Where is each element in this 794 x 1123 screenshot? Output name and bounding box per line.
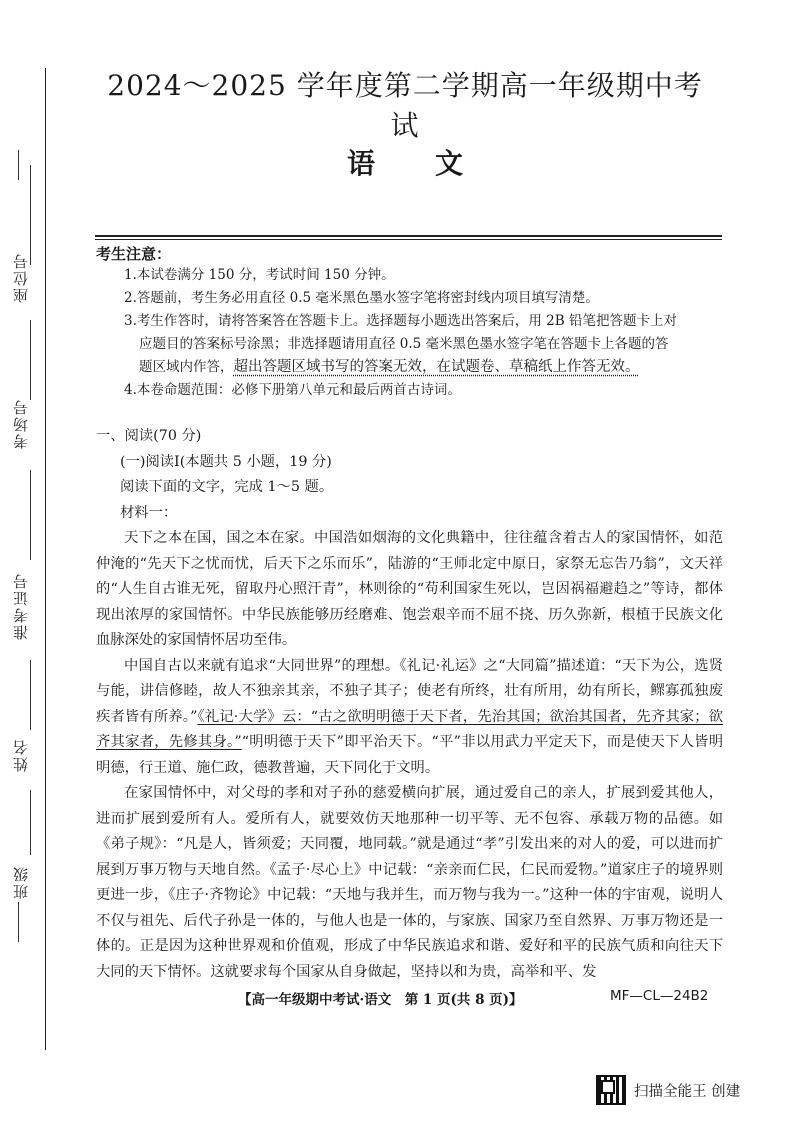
material-label: 材料一：	[120, 504, 178, 521]
underlined-quote: 《礼记·大学》云：“古之欲明明德于天下者，先治其国；欲治其国者，先齐其家；欲齐其家者，先修其身。”	[96, 708, 723, 750]
scanner-watermark	[596, 1075, 740, 1105]
fill-line	[30, 790, 31, 855]
notice-item: 题区域内作答，	[139, 359, 234, 375]
name-label: 姓名	[12, 738, 30, 772]
paragraph-2-part-a: 中国自古以来就有追求“大同世界”的理想。《礼记·礼运》之“大同篇”描述道：“天下为公，选贤与能，讲信修睦，故人不独亲其亲，不独子其子；使老有所终，壮有所用，幼有所长，鳏寡孤独废疾者皆有所养。”	[96, 657, 723, 725]
qr-code-icon	[596, 1075, 626, 1105]
section-heading: 一、阅读(70 分)	[96, 428, 202, 444]
notice-item: 4.本卷命题范围：必修下册第八单元和最后两首古诗词。	[124, 382, 461, 398]
notice-emphasis: 超出答题区域书写的答案无效，在试题卷、草稿纸上作答无效。	[233, 359, 640, 375]
paper-code: MF—CL—24B2	[610, 988, 709, 1004]
paragraph-3: 在家国情怀中，对父母的孝和对子孙的慈爱横向扩展，通过爱自己的亲人，扩展到爱其他人，进而扩展到爱所有人。爱所有人，就要效仿天地那种一切平等、无不包容、承载万物的品德。如《弟子规》：“凡是人，皆须爱；天同覆，地同载。”就是通过“孝”引发出来的对人的爱，可以进而扩展到万事万物与天地自然。《孟子·尽心上》中记载：“亲亲而仁民，仁民而爱物。”道家庄子的境界则更进一步，《庄子·齐物论》中记载：“天地与我并生，而万物与我为一。”这种一体的宇宙观，说明人不仅与祖先、后代子孙是一体的，与他人也是一体的，与家族、国家乃至自然界、万事万物还是一体的。正是因为这种世界观和价值观，形成了中华民族追求和谐、爱好和平的民族气质和向往天下大同的天下情怀。这就要求每个国家从自身做起，坚持以和为贵，高举和平、发	[96, 785, 723, 980]
instruction: 阅读下面的文字，完成 1～5 题。	[120, 479, 334, 495]
subsection-heading: (一)阅读Ⅰ(本题共 5 小题，19 分)	[120, 453, 332, 470]
seat-number-label: 座位号	[12, 252, 30, 303]
margin-divider	[18, 902, 19, 942]
notice-item: 2.答题前，考生务必用直径 0.5 毫米黑色墨水签字笔将密封线内项目填写清楚。	[124, 290, 599, 306]
notice-list	[124, 264, 722, 402]
fill-line	[30, 165, 31, 265]
header-rule	[95, 235, 722, 237]
class-label: 班级	[12, 865, 30, 899]
notice-item: 应题目的答案标号涂黑；非选择题请用直径 0.5 毫米黑色墨水签字笔在答题卡上各题的答	[139, 336, 669, 352]
margin-divider	[18, 150, 19, 180]
subject-title: 语文	[346, 147, 523, 180]
paragraph-1: 天下之本在国，国之本在家。中国浩如烟海的文化典籍中，往往蕴含着古人的家国情怀，如范仲淹的“先天下之忧而忧，后天下之乐而乐”，陆游的“王师北定中原日，家祭无忘告乃翁”，文天祥的“人生自古谁无死，留取丹心照汗青”，林则徐的“苟利国家生死以，岂因祸福避趋之”等诗，都体现出浓厚的家国情怀。中华民族能够历经磨难、饱尝艰辛而不屈不挠、历久弥新，根植于民族文化血脉深处的家国情怀居功至伟。	[96, 530, 723, 648]
paragraph-2	[96, 654, 723, 782]
scanner-label: 扫描全能王 创建	[634, 1083, 741, 1100]
page-footer: 【高一年级期中考试·语文 第 1 页(共 8 页)】	[238, 992, 523, 1008]
notice-item: 1.本试卷满分 150 分，考试时间 150 分钟。	[124, 267, 395, 283]
fill-line	[30, 320, 31, 400]
paragraph-2-part-b: “明明德于天下”即平治天下。“平”非以用武力平定天下，而是使天下人皆明明德，行王道、施仁政，德教普遍，天下同化于文明。	[96, 734, 723, 776]
fill-line	[30, 470, 31, 560]
exam-room-label: 考场号	[12, 398, 30, 449]
admission-number-label: 准考证号	[12, 572, 30, 640]
reading-section	[96, 424, 723, 985]
header-rule-thin	[95, 239, 722, 240]
binding-line	[45, 68, 46, 1050]
notice-heading: 考生注意：	[96, 245, 172, 263]
notice-item: 3.考生作答时，请将答案答在答题卡上。选择题每小题选出答案后，用 2B 铅笔把答题卡上对	[124, 313, 677, 329]
exam-title: 2024～2025 学年度第二学期高一年级期中考试	[107, 69, 703, 142]
fill-line	[30, 660, 31, 730]
